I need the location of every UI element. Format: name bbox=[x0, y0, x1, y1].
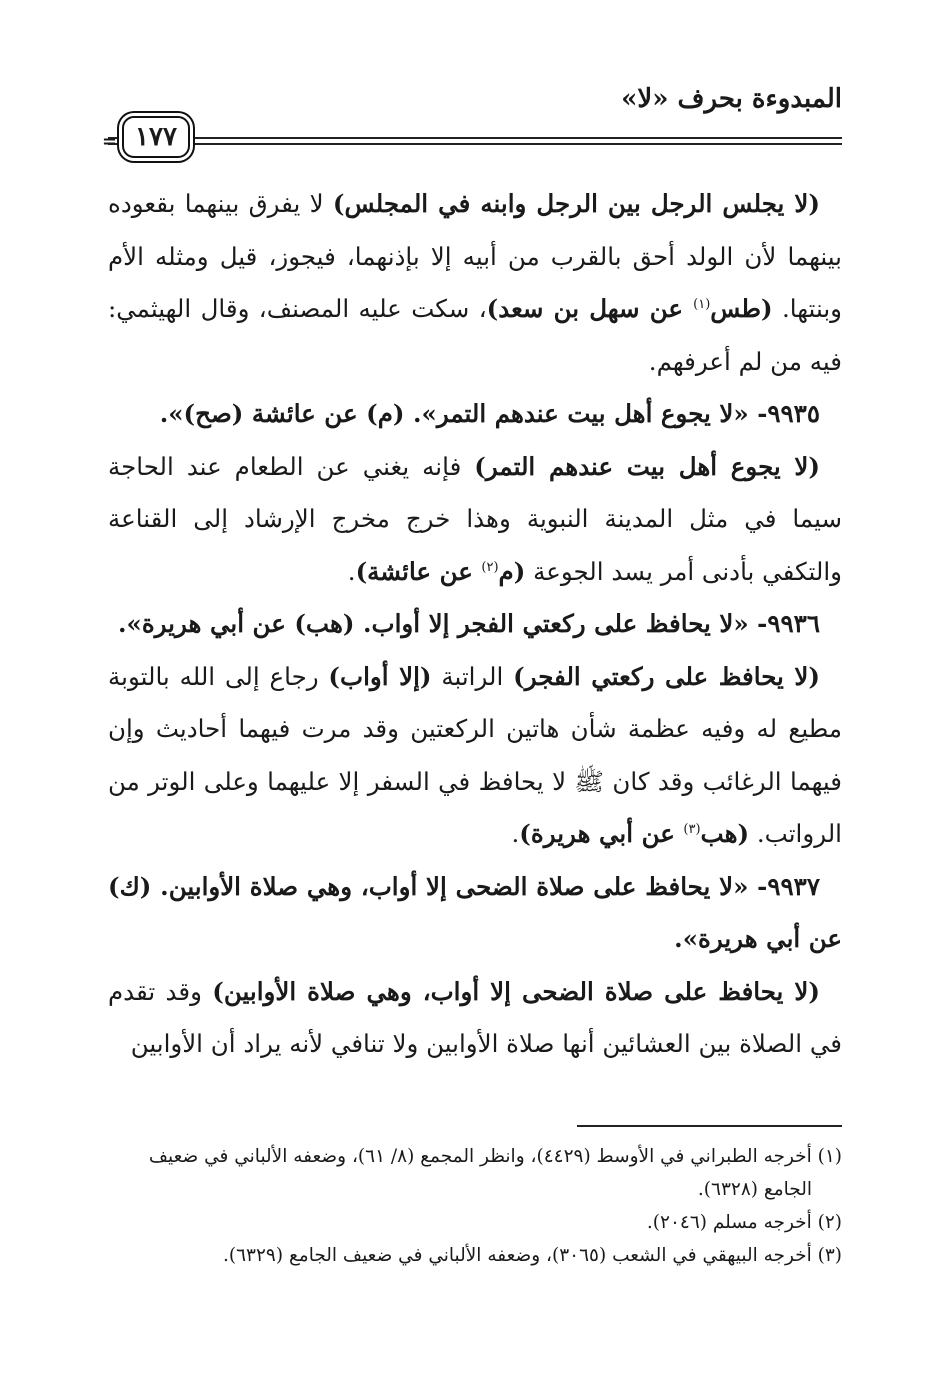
commentary-text: . bbox=[511, 819, 520, 848]
commentary-paragraph bbox=[108, 178, 842, 388]
hadith-quote: (لا يحافظ على ركعتي الفجر) bbox=[513, 661, 820, 691]
main-text bbox=[108, 178, 842, 1071]
narrator-ref: عن أبي هريرة) bbox=[519, 819, 684, 848]
commentary-text: وقد تقدم في الصلاة بين العشائين أنها صلاة الأوابين ولا تنافي لأنه يراد أن الأوابين bbox=[108, 976, 842, 1058]
hadith-quote: (لا يجلس الرجل بين الرجل وابنه في المجلس) bbox=[332, 189, 820, 218]
source-ref: (طس bbox=[710, 294, 773, 323]
commentary-paragraph bbox=[108, 966, 842, 1071]
commentary-text: . bbox=[347, 556, 356, 586]
commentary-paragraph bbox=[108, 441, 842, 599]
commentary-text: الراتبة bbox=[431, 661, 514, 691]
source-ref: (م bbox=[498, 556, 526, 586]
footnote-separator bbox=[577, 1125, 842, 1127]
commentary-text: ، سكت عليه المصنف، وقال الهيثمي: فيه من لم أعرفهم. bbox=[108, 294, 842, 376]
header-rule bbox=[102, 131, 842, 152]
commentary-text: رجاع إلى الله بالتوبة مطيع له وفيه عظمة شأن هاتين الركعتين وقد مرت فيهما أحاديث وإن فيهما الرغائب وقد كان ﷺ لا يحافظ في السفر إلا عليهما وعلى الوتر من الرواتب. bbox=[108, 661, 842, 848]
header-rule-line bbox=[108, 143, 842, 145]
footnote-2: (٢) أخرجه مسلم (٢٠٤٦). bbox=[646, 1212, 842, 1233]
footnote-marker[interactable]: (١) bbox=[693, 296, 711, 312]
hadith-entry-9936: ٩٩٣٦- «لا يحافظ على ركعتي الفجر إلا أواب. (هب) عن أبي هريرة». bbox=[117, 609, 820, 638]
footnotes bbox=[108, 1140, 842, 1272]
footnote-1: (١) أخرجه الطبراني في الأوسط (٤٤٢٩)، وانظر المجمع (٨/ ٦١)، وضعفه الألباني في ضعيف bbox=[148, 1146, 842, 1167]
hadith-quote: (لا يحافظ على صلاة الضحى إلا أواب، وهي صلاة الأوابين) bbox=[212, 976, 820, 1006]
hadith-entry-9937: ٩٩٣٧- «لا يحافظ على صلاة الضحى إلا أواب، وهي صلاة الأوابين. (ك) عن أبي هريرة». bbox=[108, 871, 842, 953]
header-rule-line bbox=[108, 137, 842, 139]
running-title: المبدوءة بحرف «لا» bbox=[621, 84, 842, 114]
commentary-paragraph bbox=[108, 651, 842, 861]
footnote-1-continuation: الجامع (٦٣٢٨). bbox=[697, 1179, 812, 1200]
narrator-ref: عن سهل بن سعد) bbox=[486, 294, 694, 323]
hadith-quote: (إلا أواب) bbox=[328, 661, 432, 691]
footnote-marker[interactable]: (٣) bbox=[683, 821, 701, 837]
header-rule-end-mark: = bbox=[102, 131, 118, 152]
commentary-text: فإنه يغني عن الطعام عند الحاجة سيما في مثل المدينة النبوية وهذا خرج مخرج الإرشاد إلى القناعة والتكفي بأدنى أمر يسد الجوعة bbox=[108, 451, 842, 586]
hadith-entry-9935: ٩٩٣٥- «لا يجوع أهل بيت عندهم التمر». (م) عن عائشة (صح)». bbox=[159, 399, 820, 428]
narrator-ref: عن عائشة) bbox=[355, 556, 482, 586]
page-number: ١٧٧ bbox=[122, 116, 190, 158]
commentary-text: لا يفرق بينهما بقعوده بينهما لأن الولد أحق بالقرب من أبيه إلا بإذنهما، فيجوز، قيل ومثله الأم وبنتها. bbox=[108, 189, 842, 323]
hadith-quote: (لا يجوع أهل بيت عندهم التمر) bbox=[474, 451, 820, 481]
footnote-3: (٣) أخرجه البيهقي في الشعب (٣٠٦٥)، وضعفه الألباني في ضعيف الجامع (٦٣٢٩). bbox=[222, 1245, 842, 1266]
footnote-marker[interactable]: (٢) bbox=[481, 559, 499, 575]
source-ref: (هب bbox=[700, 819, 750, 848]
